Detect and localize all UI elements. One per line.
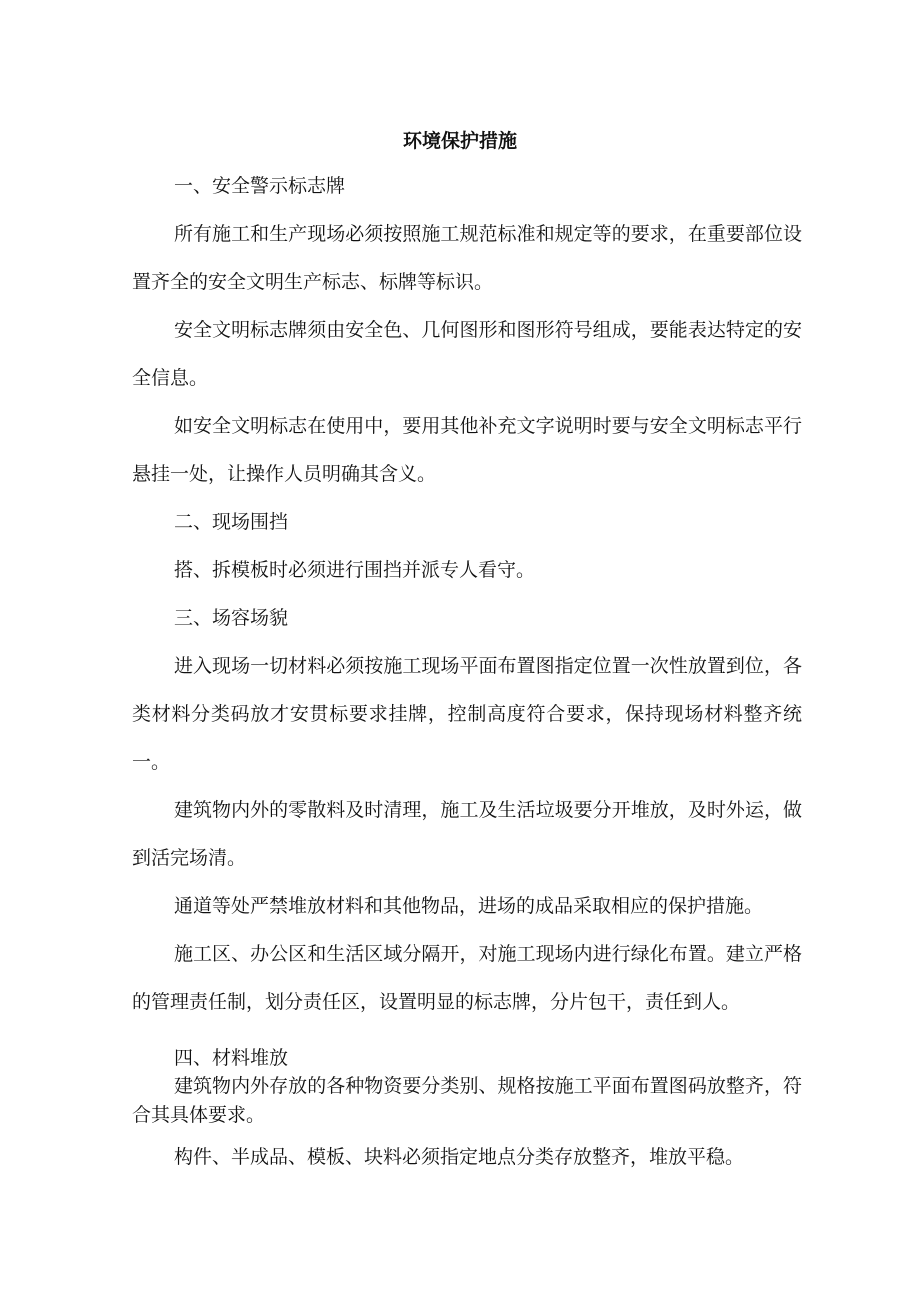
paragraph-6: 建筑物内外的零散料及时清理，施工及生活垃圾要分开堆放，及时外运，做到活完场清。 [132,799,802,869]
paragraph-3: 如安全文明标志在使用中，要用其他补充文字说明时要与安全文明标志平行悬挂一处，让操作人员明确其含义。 [132,415,802,485]
section-heading-1: 一、安全警示标志牌 [174,175,346,197]
section-heading-3: 三、场容场貌 [174,607,289,629]
paragraph-5: 进入现场一切材料必须按施工现场平面布置图指定位置一次性放置到位，各类材料分类码放才安贯标要求挂牌，控制高度符合要求，保持现场材料整齐统一。 [132,655,802,773]
paragraph-8: 施工区、办公区和生活区域分隔开，对施工现场内进行绿化布置。建立严格的管理责任制，划分责任区，设置明显的标志牌，分片包干，责任到人。 [132,943,802,1013]
paragraph-7: 通道等处严禁堆放材料和其他物品，进场的成品采取相应的保护措施。 [174,895,764,917]
paragraph-4: 搭、拆模板时必须进行围挡并派专人看守。 [174,559,536,581]
section-heading-4: 四、材料堆放 [174,1047,289,1069]
section-heading-2: 二、现场围挡 [174,511,289,533]
paragraph-10: 构件、半成品、模板、块料必须指定地点分类存放整齐，堆放平稳。 [174,1146,745,1168]
paragraph-2: 安全文明标志牌须由安全色、几何图形和图形符号组成，要能表达特定的安全信息。 [132,319,802,389]
document-title: 环境保护措施 [402,130,517,152]
paragraph-9: 建筑物内外存放的各种物资要分类别、规格按施工平面布置图码放整齐，符合其具体要求。 [132,1075,802,1126]
paragraph-1: 所有施工和生产现场必须按照施工规范标准和规定等的要求，在重要部位设置齐全的安全文明生产标志、标牌等标识。 [132,223,802,293]
